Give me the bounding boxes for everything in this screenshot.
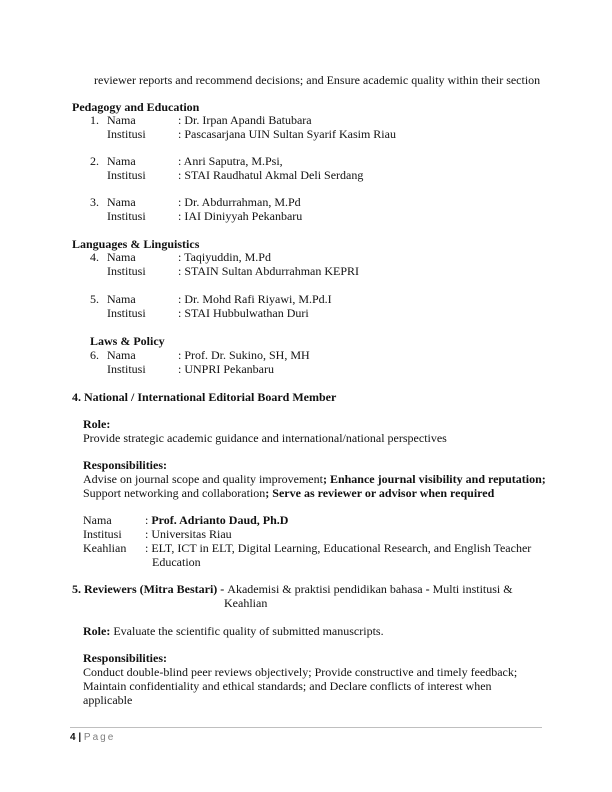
institution-label: Institusi [107,362,146,376]
reviewers-responsibilities-line-3: applicable [83,693,133,707]
member-name-label: Nama [83,513,112,527]
board-responsibilities-line-2 [83,487,494,500]
intro-line: reviewer reports and recommend decisions; and Ensure academic quality within their section [94,73,541,87]
institution-label: Institusi [107,127,146,141]
board-responsibilities-line-1 [83,473,546,486]
board-resp-item-2: ; Enhance journal visibility and reputation [322,472,542,486]
page-number: 4 [70,732,76,743]
member-institution-label: Institusi [83,527,122,541]
reviewers-heading-title: 5. Reviewers (Mitra Bestari) [72,582,218,596]
entry-number: 3. [90,195,99,209]
board-role-label: Role: [83,417,111,431]
name-label: Nama [107,113,136,127]
institution-label: Institusi [107,209,146,223]
reviewers-responsibilities-line-2: Maintain confidentiality and ethical standards; and Declare conflicts of interest when [83,679,492,693]
entry-number: 4. [90,250,99,264]
reviewers-heading-dash: - [217,582,228,596]
board-resp-sep: ; [541,472,546,486]
name-value: : Taqiyuddin, M.Pd [178,250,271,264]
institution-value: : IAI Diniyyah Pekanbaru [178,209,303,223]
institution-value: : STAIN Sultan Abdurrahman KEPRI [178,264,360,278]
institution-value: : UNPRI Pekanbaru [178,362,274,376]
institution-value: : STAI Raudhatul Akmal Deli Serdang [178,168,364,182]
name-label: Nama [107,154,136,168]
member-name-colon: : [145,513,152,527]
reviewers-heading-desc: Multi institusi & [432,582,513,596]
reviewers-role [83,625,384,638]
section-heading-languages: Languages & Linguistics [72,237,200,251]
institution-label: Institusi [107,306,146,320]
board-resp-item-4: ; Serve as reviewer or advisor when required [265,486,495,500]
page-footer [70,732,115,744]
name-value: : Anri Saputra, M.Psi, [178,154,283,168]
page-separator: | [75,732,84,743]
member-expertise-value: : ELT, ICT in ELT, Digital Learning, Educational Research, and English Teacher [145,541,532,555]
reviewers-heading-continued: Keahlian [224,596,268,610]
member-expertise-continued: Education [152,555,201,569]
institution-label: Institusi [107,168,146,182]
name-label: Nama [107,348,136,362]
reviewers-responsibilities-label: Responsibilities: [83,651,168,665]
name-value: : Dr. Mohd Rafi Riyawi, M.Pd.I [178,292,332,306]
institution-value: : Pascasarjana UIN Sultan Syarif Kasim Riau [178,127,396,141]
institution-label: Institusi [107,264,146,278]
member-name-value [145,514,288,527]
institution-value: : STAI Hubbulwathan Duri [178,306,309,320]
entry-number: 5. [90,292,99,306]
board-responsibilities-label: Responsibilities: [83,458,168,472]
reviewers-role-text: Evaluate the scientific quality of submitted manuscripts. [110,624,384,638]
page-word: Page [83,732,116,743]
name-label: Nama [107,195,136,209]
member-expertise-label: Keahlian [83,541,127,555]
name-value: : Dr. Irpan Apandi Batubara [178,113,312,127]
name-value: : Dr. Abdurrahman, M.Pd [178,195,301,209]
reviewers-heading-dash: - [422,582,433,596]
name-value: : Prof. Dr. Sukino, SH, MH [178,348,310,362]
reviewers-role-label: Role: [83,624,111,638]
board-heading: 4. National / International Editorial Board Member [72,390,337,404]
member-name: Prof. Adrianto Daud, Ph.D [151,513,289,527]
footer-divider [70,727,542,728]
reviewers-heading-desc: Akademisi & praktisi pendidikan bahasa [227,582,423,596]
entry-number: 1. [90,113,99,127]
board-resp-item-3: Support networking and collaboration [83,486,266,500]
name-label: Nama [107,292,136,306]
board-role-text: Provide strategic academic guidance and international/national perspectives [83,431,447,445]
section-heading-laws: Laws & Policy [90,334,165,348]
entry-number: 6. [90,348,99,362]
entry-number: 2. [90,154,99,168]
member-institution-value: : Universitas Riau [145,527,232,541]
section-heading-pedagogy: Pedagogy and Education [72,100,200,114]
reviewers-responsibilities-line-1: Conduct double-blind peer reviews objectively; Provide constructive and timely feedback; [83,665,518,679]
reviewers-heading [72,583,513,596]
name-label: Nama [107,250,136,264]
board-resp-item-1: Advise on journal scope and quality improvement [83,472,323,486]
